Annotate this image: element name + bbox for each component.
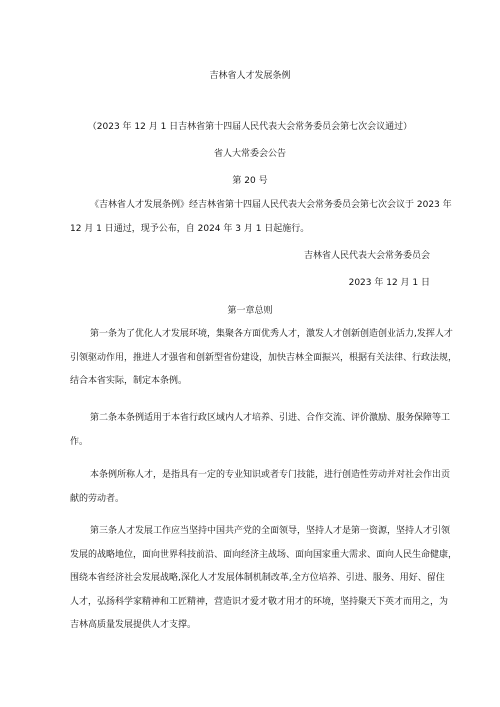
paragraph-line: 第三条人才发展工作应当坚持中国共产党的全面领导，坚持人才是第一资源，坚持人才引领 xyxy=(90,526,451,536)
document-title: 吉林省人才发展条例 xyxy=(209,71,291,81)
issuer: 吉林省人民代表大会常务委员会 xyxy=(303,251,430,261)
paragraph-line: 第二条本条例适用于本省行政区域内人才培养、引进、合作交流、评价激励、服务保障等工 xyxy=(90,413,451,423)
paragraph-line: 发展的战略地位，面向世界科技前沿、面向经济主战场、面向国家重大需求、面向人民生命健康， xyxy=(70,549,458,560)
paragraph-line: 作。 xyxy=(70,436,89,447)
announcement-line: 12 月 1 日通过，现予公布，自 2024 年 3 月 1 日起施行。 xyxy=(70,223,310,234)
issue-date: 2023 年 12 月 1 日 xyxy=(348,278,430,288)
article-paragraph xyxy=(70,520,458,638)
paragraph-line: 吉林高质量发展提供人才支撑。 xyxy=(70,620,197,630)
document-subtitle: （2023 年 12 月 1 日吉林省第十四届人民代表大会常务委员会第七次会议通过） xyxy=(87,122,413,132)
paragraph-line: 人才，弘扬科学家精神和工匠精神，营造识才爱才敬才用才的环境，坚持聚天下英才而用之，为 xyxy=(70,596,449,607)
paragraph-line: 本条例所称人才，是指具有一定的专业知识或者专门技能，进行创造性劳动并对社会作出贡 xyxy=(90,470,451,480)
paragraph-line: 引领驱动作用，推进人才强省和创新型省份建设，加快吉林全面振兴，根据有关法律、行政法规， xyxy=(70,352,458,363)
announcement-line: 《吉林省人才发展条例》经吉林省第十四届人民代表大会常务委员会第七次会议于 2023 年 xyxy=(90,200,452,210)
announcement-number: 第 20 号 xyxy=(232,176,268,186)
article-paragraph xyxy=(70,407,451,454)
paragraph-line: 第一条为了优化人才发展环境，集聚各方面优秀人才，激发人才创新创造创业活力,发挥人才 xyxy=(90,329,453,339)
chapter-title: 第一章总则 xyxy=(227,306,273,316)
paragraph-line: 献的劳动者。 xyxy=(70,493,125,504)
paragraph-line: 围绕本省经济社会发展战略,深化人才发展体制机制改革,全方位培养、引进、服务、用好、留住 xyxy=(70,573,445,583)
announcement-heading: 省人大常委会公告 xyxy=(213,149,286,159)
article-paragraph xyxy=(70,464,451,511)
paragraph-line: 结合本省实际，制定本条例。 xyxy=(70,376,188,386)
announcement-body xyxy=(70,194,452,241)
article-paragraph xyxy=(70,323,458,394)
